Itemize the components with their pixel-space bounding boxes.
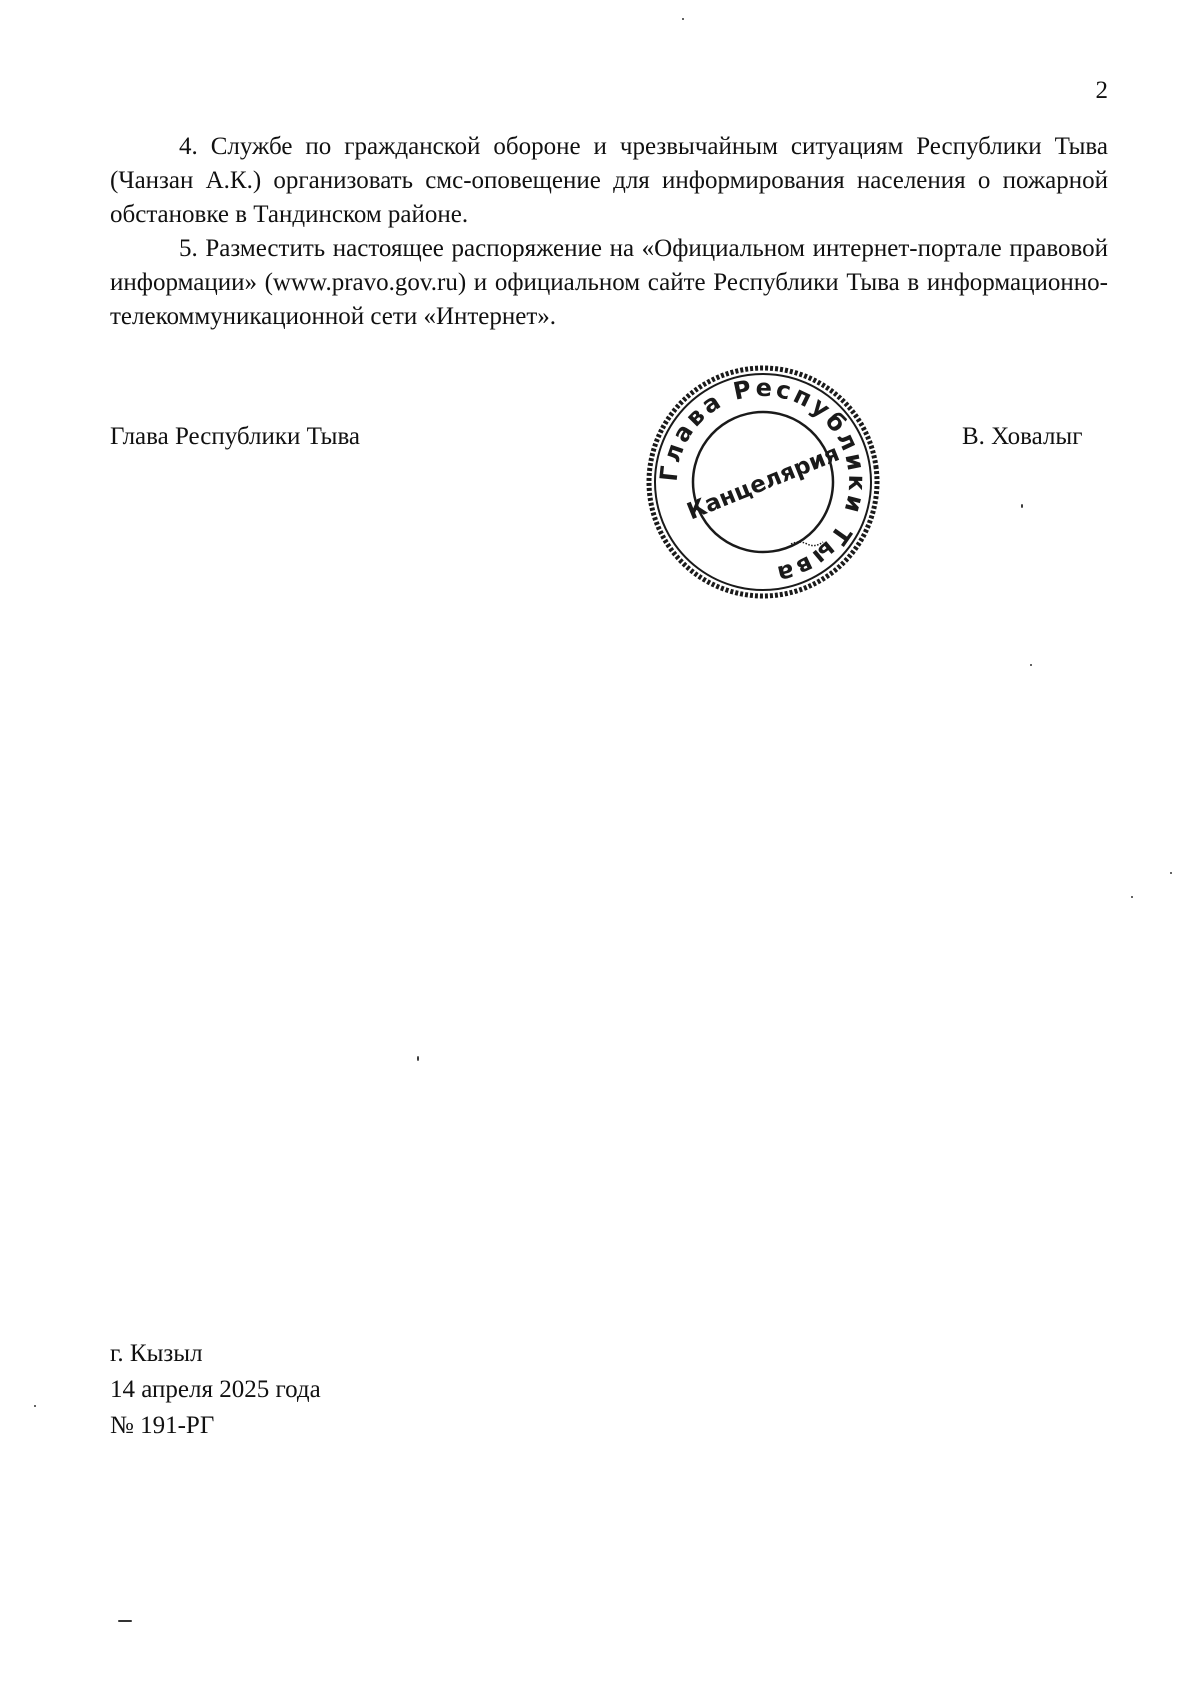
document-body — [110, 130, 1108, 334]
scan-speck — [682, 18, 684, 20]
scan-speck — [1170, 872, 1172, 874]
stamp-ring-text: Глава Республики Тыва — [654, 373, 872, 590]
scan-speck — [118, 1620, 132, 1622]
signatory-name: В. Ховалыг — [962, 423, 1083, 450]
paragraph-5: 5. Разместить настоящее распоряжение на «Официальном интернет-портале правовой информации» (www.pravo.gov.ru) и официальном сайте Республики Тыва в информационно-телекоммуникационной сети «Интернет». — [110, 235, 1108, 330]
footer-number: № 191-РГ — [110, 1412, 215, 1439]
page-number: 2 — [1095, 77, 1108, 104]
document-footer — [110, 1336, 321, 1444]
footer-city: г. Кызыл — [110, 1340, 203, 1367]
official-stamp-seal — [643, 362, 883, 602]
scan-speck — [34, 1405, 36, 1407]
scan-speck — [417, 1056, 419, 1061]
footer-date: 14 апреля 2025 года — [110, 1376, 321, 1403]
scan-speck — [1030, 664, 1032, 666]
scan-speck — [1131, 896, 1133, 898]
stamp-center-text: Канцелярия — [683, 440, 844, 526]
signatory-position: Глава Республики Тыва — [110, 423, 361, 450]
paragraph-4: 4. Службе по гражданской обороне и чрезвычайным ситуациям Республики Тыва (Чанзан А.К.) организовать смс-оповещение для информирования населения о пожарной обстановке в Тандинском районе. — [110, 133, 1108, 228]
scan-speck — [1021, 504, 1023, 508]
